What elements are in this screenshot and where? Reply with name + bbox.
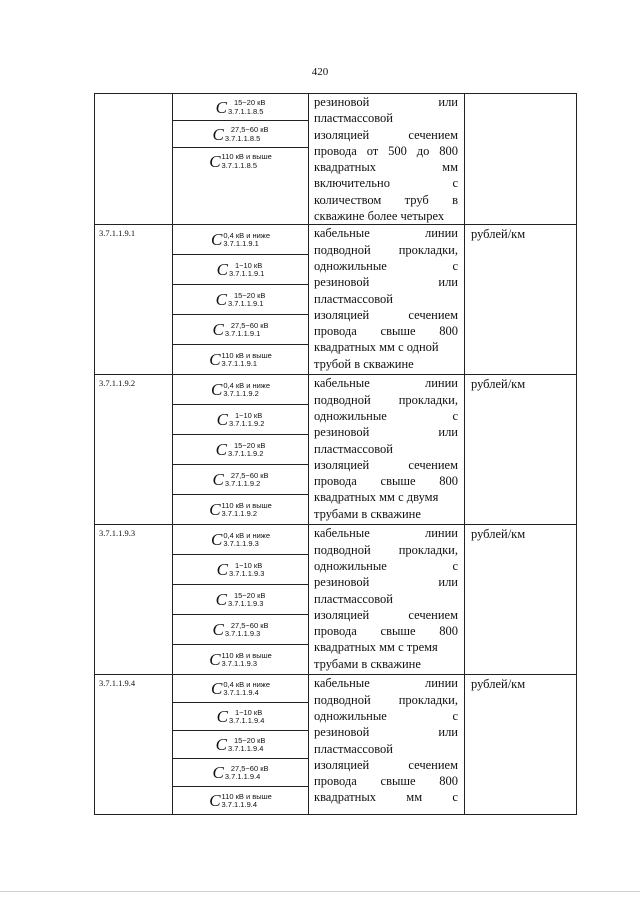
description-line	[314, 392, 458, 408]
formula-superscript: 15−20 кВ	[233, 98, 266, 107]
description-word: пластмассовой	[314, 441, 393, 456]
description-word: резиновой	[314, 575, 370, 590]
formula	[209, 351, 272, 368]
description-word: провода	[314, 624, 357, 639]
description-word: труб	[404, 192, 429, 207]
formula-letter-c: C	[215, 590, 227, 610]
formula-subscript: 3.7.1.1.9.1	[227, 299, 264, 309]
description-cell	[309, 225, 465, 375]
description-word: с	[452, 176, 458, 191]
description-line	[314, 724, 458, 740]
description-word: скважине более четырех	[314, 209, 445, 224]
formula	[212, 764, 268, 781]
formula-superscript: 110 кВ и выше	[221, 152, 272, 161]
description-word: прокладки,	[398, 392, 458, 407]
description-word: изоляцией	[314, 757, 370, 772]
description-line	[314, 323, 458, 339]
formula-superscript: 15−20 кВ	[233, 440, 266, 450]
formula-superscript: 15−20 кВ	[233, 590, 266, 600]
formula-subscript: 3.7.1.1.9.1	[223, 239, 259, 249]
formula-subscript: 3.7.1.1.9.4	[223, 688, 259, 698]
formula-letter-c: C	[209, 650, 221, 670]
description-word: кабельные	[314, 226, 370, 241]
formula-superscript: 0,4 кВ и ниже	[223, 530, 270, 540]
description-word: свыше	[380, 774, 416, 789]
description-line	[314, 574, 458, 590]
description-word: с	[452, 708, 458, 723]
formula-subscript: 3.7.1.1.9.3	[227, 599, 264, 609]
description-word: кабельные	[314, 376, 370, 391]
symbol-formula	[173, 759, 308, 787]
description-word: подводной	[314, 242, 371, 257]
description-word: сечением	[408, 307, 458, 322]
table-row	[95, 225, 577, 375]
formula	[209, 153, 272, 170]
formula-superscript: 1−10 кВ	[234, 410, 263, 420]
description-line	[314, 408, 458, 424]
description-word: мм	[442, 160, 458, 175]
formula-letter-c: C	[212, 763, 224, 783]
formula	[209, 501, 272, 518]
description-word: от	[366, 143, 379, 158]
symbol-formula	[173, 645, 308, 674]
description-line	[314, 291, 458, 307]
formula-letter-c: C	[215, 97, 227, 117]
description-word: линии	[425, 376, 458, 391]
description-line	[314, 692, 458, 708]
description-word: линии	[425, 226, 458, 241]
description-word: квадратных мм с двумя	[314, 490, 439, 505]
description-word: с	[452, 408, 458, 423]
formula-superscript: 15−20 кВ	[233, 735, 266, 745]
description-word: пластмассовой	[314, 111, 393, 126]
description-line	[314, 623, 458, 639]
description-line	[314, 110, 458, 126]
description-word: квадратных	[314, 790, 376, 805]
description-line	[314, 356, 458, 372]
symbol-formula	[173, 225, 308, 255]
formula	[216, 291, 266, 308]
formula	[217, 708, 265, 725]
unit-cell: рублей/км	[465, 225, 577, 375]
description-word: 800	[439, 324, 458, 339]
formula-letter-c: C	[212, 470, 224, 490]
formula-superscript: 27,5−60 кВ	[230, 470, 269, 480]
symbol-formula	[173, 675, 308, 703]
formula-superscript: 110 кВ и выше	[221, 350, 272, 360]
formula-subscript: 3.7.1.1.9.3	[223, 539, 259, 549]
description-word: или	[438, 95, 458, 109]
formula-subscript: 3.7.1.1.9.2	[224, 479, 261, 489]
description-word: 800	[439, 624, 458, 639]
description-line	[314, 208, 458, 224]
formula-superscript: 1−10 кВ	[234, 260, 263, 270]
description-word: 800	[439, 774, 458, 789]
description-line	[314, 339, 458, 355]
symbol-formula	[173, 375, 308, 405]
symbol-formula	[173, 121, 308, 148]
formula	[209, 792, 272, 809]
description-word: изоляцией	[314, 307, 370, 322]
description-line	[314, 741, 458, 757]
formula	[212, 126, 268, 143]
description-word: подводной	[314, 542, 371, 557]
formula	[209, 651, 272, 668]
description-word: одножильные	[314, 408, 387, 423]
formula-letter-c: C	[216, 707, 228, 727]
description-word: трубами в скважине	[314, 656, 421, 671]
formula	[217, 561, 265, 578]
formula-subscript: 3.7.1.1.8.5	[224, 133, 261, 143]
formula-superscript: 27,5−60 кВ	[230, 620, 269, 630]
description-word: с	[452, 558, 458, 573]
description-line	[314, 258, 458, 274]
description-line	[314, 525, 458, 541]
formula	[216, 99, 266, 116]
unit-cell: рублей/км	[465, 375, 577, 525]
description-word: включительно	[314, 176, 390, 191]
description-cell	[309, 375, 465, 525]
formula-letter-c: C	[210, 230, 223, 250]
symbol-formula	[173, 615, 308, 645]
description-line	[314, 457, 458, 473]
symbol-cell	[173, 375, 309, 525]
description-cell	[309, 94, 465, 225]
description-word: подводной	[314, 692, 371, 707]
formula	[211, 531, 270, 548]
symbol-formula	[173, 731, 308, 759]
description-word: линии	[425, 526, 458, 541]
row-code: 3.7.1.1.9.4	[95, 675, 173, 815]
description-word: сечением	[408, 127, 458, 142]
symbol-formula	[173, 255, 308, 285]
formula-subscript: 3.7.1.1.8.5	[221, 160, 257, 170]
symbol-formula	[173, 465, 308, 495]
description-word: количеством	[314, 192, 382, 207]
description-word: свыше	[380, 474, 416, 489]
symbol-cell	[173, 675, 309, 815]
symbol-formula	[173, 315, 308, 345]
description-word: или	[438, 275, 458, 290]
description-word: или	[438, 425, 458, 440]
description-word: квадратных	[314, 160, 376, 175]
formula-letter-c: C	[212, 320, 224, 340]
description-word: пластмассовой	[314, 291, 393, 306]
description-line	[314, 441, 458, 457]
description-line	[314, 773, 458, 789]
formula-superscript: 15−20 кВ	[233, 290, 266, 300]
description-line	[314, 656, 458, 672]
description-cell	[309, 525, 465, 675]
description-line	[314, 789, 458, 805]
description-line	[314, 757, 458, 773]
symbol-formula	[173, 285, 308, 315]
description-word: сечением	[408, 607, 458, 622]
description-word: одножильные	[314, 558, 387, 573]
formula-letter-c: C	[209, 500, 221, 520]
row-code: 3.7.1.1.9.2	[95, 375, 173, 525]
description-word: квадратных мм с одной	[314, 340, 439, 355]
formula	[217, 411, 265, 428]
description-word: или	[438, 725, 458, 740]
symbol-formula	[173, 703, 308, 731]
formula	[211, 680, 270, 697]
row-code	[95, 94, 173, 225]
table-row	[95, 375, 577, 525]
symbol-formula	[173, 787, 308, 814]
formula-letter-c: C	[209, 791, 221, 811]
symbol-cell	[173, 525, 309, 675]
description-line	[314, 192, 458, 208]
formula-subscript: 3.7.1.1.9.3	[224, 629, 261, 639]
formula	[216, 591, 266, 608]
formula	[211, 381, 270, 398]
formula-letter-c: C	[215, 290, 227, 310]
formula-letter-c: C	[209, 151, 221, 171]
description-word: мм	[406, 790, 423, 805]
formula-superscript: 110 кВ и выше	[221, 500, 272, 510]
page-bottom-rule	[0, 891, 640, 892]
symbol-formula	[173, 345, 308, 374]
page-number: 420	[311, 66, 329, 78]
formula-letter-c: C	[212, 124, 224, 144]
description-word: кабельные	[314, 526, 370, 541]
formula	[216, 736, 266, 753]
description-line	[314, 558, 458, 574]
formula-subscript: 3.7.1.1.9.4	[221, 800, 257, 810]
description-word: свыше	[380, 624, 416, 639]
formula-letter-c: C	[216, 410, 228, 430]
formula-superscript: 1−10 кВ	[234, 560, 263, 570]
description-word: провода	[314, 774, 357, 789]
description-line	[314, 94, 458, 110]
description-line	[314, 607, 458, 623]
description-word: пластмассовой	[314, 741, 393, 756]
description-line	[314, 225, 458, 241]
formula-subscript: 3.7.1.1.9.4	[227, 744, 264, 754]
description-word: 800	[439, 474, 458, 489]
description-line	[314, 591, 458, 607]
formula-subscript: 3.7.1.1.9.4	[224, 772, 261, 782]
formula-subscript: 3.7.1.1.8.5	[227, 106, 264, 116]
symbol-formula	[173, 495, 308, 524]
symbol-formula	[173, 525, 308, 555]
formula-superscript: 110 кВ и выше	[221, 791, 272, 801]
description-line	[314, 708, 458, 724]
description-line	[314, 542, 458, 558]
description-word: кабельные	[314, 676, 370, 691]
description-word: трубами в скважине	[314, 506, 421, 521]
formula-letter-c: C	[210, 679, 223, 699]
formula-subscript: 3.7.1.1.9.2	[221, 509, 257, 519]
symbol-formula	[173, 94, 308, 121]
description-word: в	[452, 192, 458, 207]
description-word: провода	[314, 474, 357, 489]
description-word: сечением	[408, 757, 458, 772]
description-line	[314, 473, 458, 489]
formula-letter-c: C	[212, 620, 224, 640]
formula	[212, 621, 268, 638]
tariff-table	[94, 93, 577, 815]
formula-letter-c: C	[216, 260, 228, 280]
formula-superscript: 27,5−60 кВ	[230, 320, 269, 330]
description-word: резиновой	[314, 425, 370, 440]
formula-superscript: 0,4 кВ и ниже	[223, 230, 270, 240]
description-line	[314, 639, 458, 655]
description-word: 500	[388, 143, 407, 158]
unit-cell: рублей/км	[465, 675, 577, 815]
formula-letter-c: C	[215, 735, 227, 755]
description-word: свыше	[380, 324, 416, 339]
unit-cell: рублей/км	[465, 525, 577, 675]
description-word: или	[438, 575, 458, 590]
symbol-formula	[173, 148, 308, 174]
description-word: прокладки,	[398, 242, 458, 257]
row-code: 3.7.1.1.9.1	[95, 225, 173, 375]
formula-subscript: 3.7.1.1.9.3	[228, 569, 265, 579]
description-word: провода	[314, 143, 357, 158]
formula-letter-c: C	[209, 350, 221, 370]
symbol-formula	[173, 405, 308, 435]
description-word: одножильные	[314, 258, 387, 273]
formula-subscript: 3.7.1.1.9.2	[227, 449, 264, 459]
formula-subscript: 3.7.1.1.9.4	[228, 716, 265, 726]
formula-subscript: 3.7.1.1.9.2	[223, 389, 259, 399]
description-word: линии	[425, 676, 458, 691]
description-word: изоляцией	[314, 607, 370, 622]
description-word: одножильные	[314, 708, 387, 723]
description-word: резиновой	[314, 95, 370, 109]
formula	[216, 441, 266, 458]
symbol-cell	[173, 225, 309, 375]
formula-letter-c: C	[210, 530, 223, 550]
description-line	[314, 175, 458, 191]
description-word: сечением	[408, 457, 458, 472]
formula-subscript: 3.7.1.1.9.1	[224, 329, 261, 339]
description-line	[314, 143, 458, 159]
description-word: прокладки,	[398, 542, 458, 557]
description-word: квадратных мм с тремя	[314, 640, 438, 655]
description-word: изоляцией	[314, 457, 370, 472]
description-line	[314, 489, 458, 505]
formula-subscript: 3.7.1.1.9.1	[221, 359, 257, 369]
formula-letter-c: C	[216, 560, 228, 580]
formula-superscript: 1−10 кВ	[234, 707, 263, 717]
symbol-formula	[173, 555, 308, 585]
formula	[217, 261, 265, 278]
formula-superscript: 110 кВ и выше	[221, 650, 272, 660]
row-code: 3.7.1.1.9.3	[95, 525, 173, 675]
description-line	[314, 424, 458, 440]
description-line	[314, 307, 458, 323]
formula-subscript: 3.7.1.1.9.1	[228, 269, 265, 279]
description-cell	[309, 675, 465, 815]
description-word: до	[416, 143, 430, 158]
table-row	[95, 525, 577, 675]
description-line	[314, 675, 458, 691]
unit-cell	[465, 94, 577, 225]
formula-superscript: 0,4 кВ и ниже	[223, 380, 270, 390]
formula-superscript: 27,5−60 кВ	[230, 125, 269, 134]
description-line	[314, 506, 458, 522]
formula-superscript: 0,4 кВ и ниже	[223, 679, 270, 689]
description-line	[314, 274, 458, 290]
symbol-formula	[173, 585, 308, 615]
description-line	[314, 127, 458, 143]
formula	[211, 231, 270, 248]
description-word: изоляцией	[314, 127, 370, 142]
formula-subscript: 3.7.1.1.9.3	[221, 659, 257, 669]
symbol-formula	[173, 435, 308, 465]
formula	[212, 321, 268, 338]
formula	[212, 471, 268, 488]
formula-superscript: 27,5−60 кВ	[230, 763, 269, 773]
description-word: провода	[314, 324, 357, 339]
description-word: подводной	[314, 392, 371, 407]
description-word: 800	[439, 143, 458, 158]
description-line	[314, 242, 458, 258]
symbol-cell	[173, 94, 309, 225]
formula-letter-c: C	[215, 440, 227, 460]
table-row	[95, 94, 577, 225]
description-line	[314, 159, 458, 175]
description-word: с	[452, 790, 458, 805]
description-word: прокладки,	[398, 692, 458, 707]
description-word: резиновой	[314, 275, 370, 290]
description-word: с	[452, 258, 458, 273]
description-word: пластмассовой	[314, 591, 393, 606]
description-word: резиновой	[314, 725, 370, 740]
description-line	[314, 375, 458, 391]
formula-subscript: 3.7.1.1.9.2	[228, 419, 265, 429]
description-word: трубой в скважине	[314, 356, 414, 371]
table-row	[95, 675, 577, 815]
formula-letter-c: C	[210, 380, 223, 400]
